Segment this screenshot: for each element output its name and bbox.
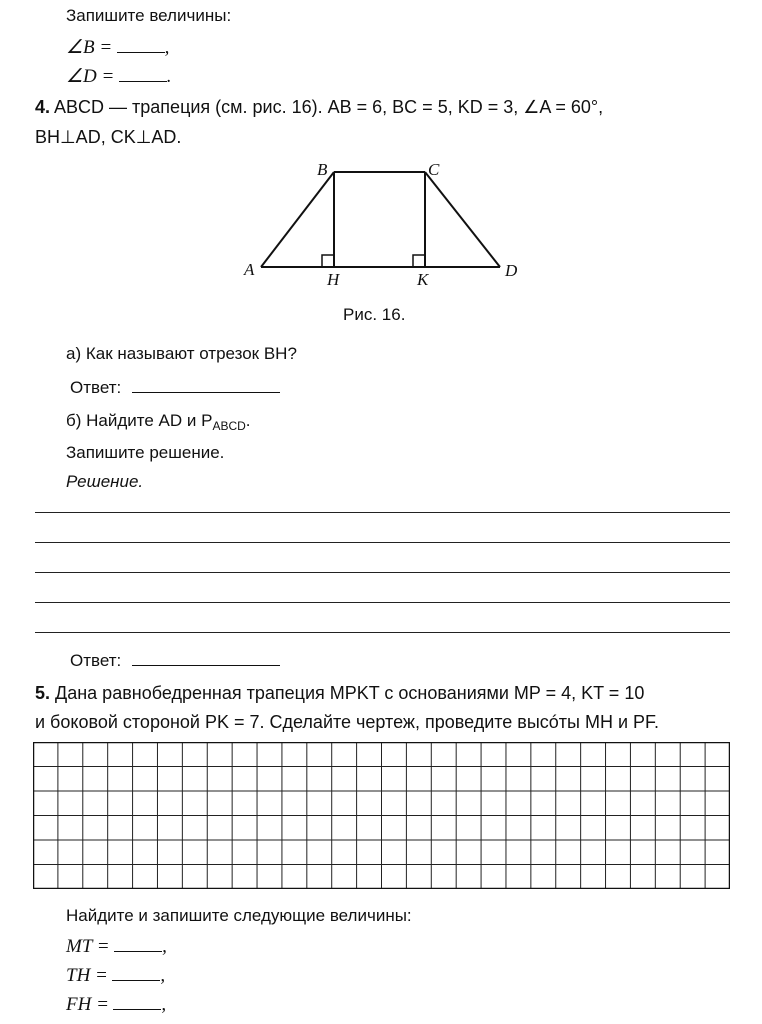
question-a: а) Как называют отрезок BH?: [66, 344, 297, 363]
figure-caption: Рис. 16.: [343, 305, 406, 324]
mt-label: MT =: [66, 936, 110, 957]
question-b-end: .: [245, 411, 251, 430]
angle-b-end: ,: [164, 37, 170, 58]
answer-blank-b[interactable]: [132, 649, 280, 666]
instruction-record-values: Запишите величины:: [66, 6, 232, 25]
question-b-answer-row: [70, 649, 280, 671]
right-angle-k: [413, 255, 425, 267]
answer-label-b: Ответ:: [70, 651, 122, 670]
point-k-label: K: [417, 270, 429, 289]
angle-d-end: .: [166, 66, 172, 87]
writing-line-1[interactable]: [35, 512, 730, 513]
task5-statement-line1: [35, 683, 644, 704]
task4-number: 4.: [35, 97, 51, 117]
question-a-answer-row: [70, 376, 280, 398]
writing-line-4[interactable]: [35, 602, 730, 603]
th-blank[interactable]: [112, 964, 160, 981]
writing-line-2[interactable]: [35, 542, 730, 543]
point-d-label: D: [505, 261, 518, 280]
task5-statement-text1: Дана равнобедренная трапеция MPKT с основаниями MP = 4, KT = 10: [55, 683, 645, 703]
side-cd: [425, 172, 500, 267]
th-label: TH =: [66, 965, 108, 986]
answer-label-a: Ответ:: [70, 378, 122, 397]
writing-line-5[interactable]: [35, 632, 730, 633]
writing-line-3[interactable]: [35, 572, 730, 573]
drawing-grid[interactable]: [33, 742, 730, 889]
right-angle-h: [322, 255, 334, 267]
mt-end: ,: [162, 936, 167, 957]
solution-label: Решение.: [66, 472, 144, 491]
side-ab: [261, 172, 334, 267]
task4-statement-text1: ABCD — трапеция (см. рис. 16). AB = 6, BC = 5, KD = 3, ∠A = 60°,: [54, 97, 604, 117]
task5-number: 5.: [35, 683, 51, 703]
point-a-label: A: [244, 260, 255, 279]
mt-blank[interactable]: [114, 935, 162, 952]
mt-line: [66, 935, 167, 958]
trapezoid-figure: [0, 0, 762, 300]
th-end: ,: [160, 965, 166, 986]
point-b-label: B: [317, 160, 328, 179]
task5-statement-text2: и боковой стороной PK = 7. Сделайте чертеж, проведите высóты MH и PF.: [35, 712, 660, 732]
th-line: [66, 964, 165, 987]
write-solution-instruction: Запишите решение.: [66, 443, 225, 462]
fh-blank[interactable]: [113, 993, 161, 1010]
question-b: [66, 411, 251, 431]
angle-d-label: ∠D =: [66, 66, 115, 87]
task4-statement-text2: BH⊥AD, CK⊥AD.: [35, 127, 182, 147]
fh-label: FH =: [66, 994, 109, 1015]
task5-statement-line2: [35, 712, 659, 733]
fh-line: [66, 993, 166, 1016]
answer-blank-a[interactable]: [132, 376, 280, 393]
fh-end: ,: [161, 994, 167, 1015]
point-h-label: H: [327, 270, 340, 289]
point-c-label: C: [428, 160, 440, 179]
angle-b-label: ∠B =: [66, 37, 113, 58]
question-b-prefix: б) Найдите AD и P: [66, 411, 213, 430]
question-b-subscript: ABCD: [212, 419, 246, 433]
find-values-instruction: Найдите и запишите следующие величины:: [66, 906, 412, 925]
